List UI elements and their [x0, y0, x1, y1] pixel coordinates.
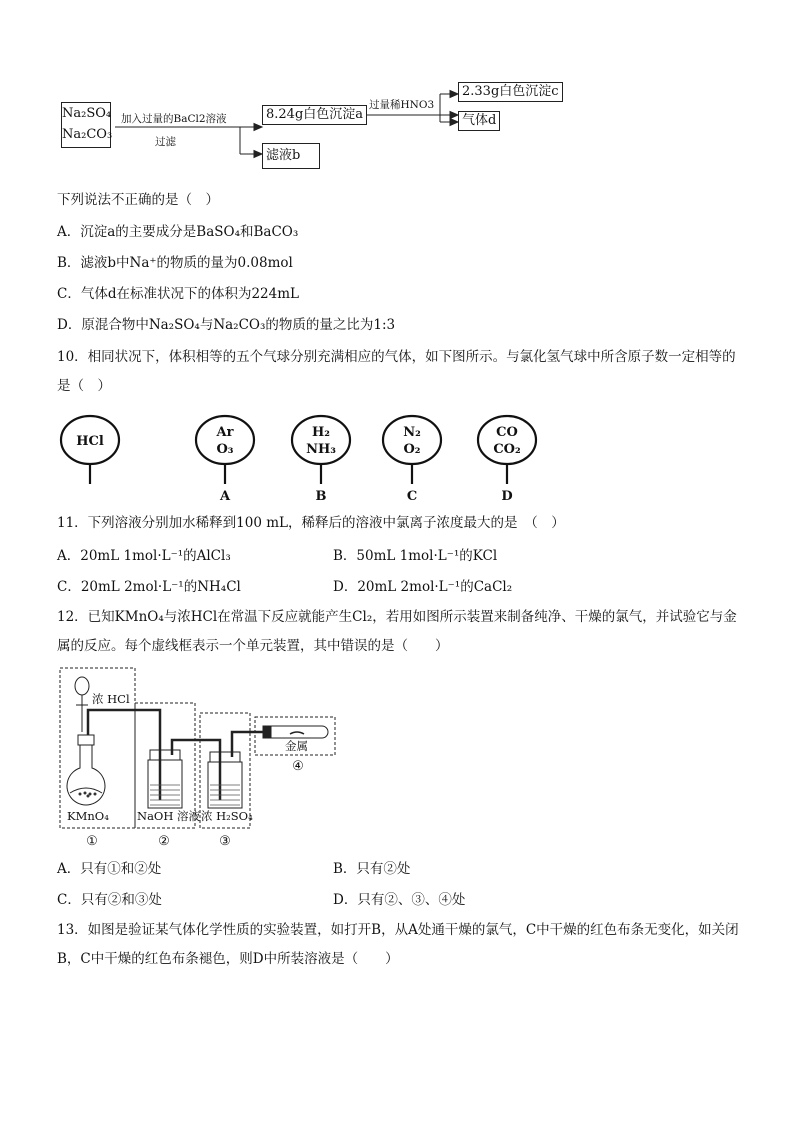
- unit-number-1: ①: [86, 834, 98, 849]
- unit-number-2: ②: [158, 834, 170, 849]
- balloon-c-line1: N₂: [403, 425, 421, 440]
- step2-label: 过量稀HNO3: [369, 99, 435, 111]
- balloon-d-line2: CO₂: [493, 442, 521, 457]
- q12-stem: 12．已知KMnO₄与浓HCl在常温下反应就能产生Cl₂，若用如图所示装置来制备纯净、干燥的氯气，并试验它与金属的反应。每个虚线框表示一个单元装置，其中错误的是（ ）: [57, 609, 737, 654]
- balloon-c-line2: O₂: [403, 442, 421, 457]
- balloon-d-letter: D: [501, 489, 513, 504]
- q9-option-d: D．原混合物中Na₂SO₄与Na₂CO₃的物质的量之比为1:3: [57, 317, 396, 333]
- q12-option-c: C．只有②和③处: [57, 892, 162, 908]
- label-naoh: NaOH 溶液: [137, 809, 201, 823]
- q9-stem: 下列说法不正确的是（ ）: [57, 192, 219, 208]
- q11-stem: 11．下列溶液分别加水稀释到100 mL，稀释后的溶液中氯离子浓度最大的是 （ ）: [57, 515, 565, 531]
- unit-number-4: ④: [292, 759, 304, 774]
- q9-option-a: A．沉淀a的主要成分是BaSO₄和BaCO₃: [57, 224, 299, 240]
- balloon-d-line1: CO: [496, 425, 518, 440]
- label-kmno4: KMnO₄: [67, 809, 109, 823]
- q12-option-a: A．只有①和②处: [57, 861, 162, 877]
- q9-option-c: C．气体d在标准状况下的体积为224mL: [57, 286, 300, 302]
- step1-label-top: 加入过量的BaCl2溶液: [121, 113, 227, 125]
- q11-option-d: D．20mL 2mol·L⁻¹的CaCl₂: [333, 579, 513, 595]
- balloon-b-letter: B: [315, 489, 327, 504]
- flowchart-arrows: [0, 0, 794, 180]
- balloon-b-line2: NH₃: [306, 442, 336, 457]
- q11-option-a: A．20mL 1mol·L⁻¹的AlCl₃: [57, 548, 231, 564]
- mixture-line2: Na₂CO₃: [62, 127, 113, 142]
- balloon-b-line1: H₂: [312, 425, 330, 440]
- q12-option-d: D．只有②、③、④处: [333, 892, 466, 908]
- precipitate-a-box: 8.24g白色沉淀a: [262, 105, 367, 125]
- q12-option-b: B．只有②处: [333, 861, 411, 877]
- balloon-a-line1: Ar: [216, 425, 234, 440]
- q11-option-c: C．20mL 2mol·L⁻¹的NH₄Cl: [57, 579, 241, 595]
- q11-option-b: B．50mL 1mol·L⁻¹的KCl: [333, 548, 498, 564]
- unit-number-3: ③: [219, 834, 231, 849]
- balloon-a-line2: O₃: [216, 442, 234, 457]
- gas-d-box: 气体d: [458, 111, 500, 131]
- label-metal: 金属: [285, 739, 308, 753]
- mixture-box: [61, 102, 111, 148]
- precipitate-c-box: 2.33g白色沉淀c: [458, 82, 563, 102]
- balloon-hcl-text: HCl: [76, 434, 104, 449]
- balloons-svg: [0, 410, 794, 505]
- apparatus-svg: [0, 660, 794, 855]
- step1-label-bottom: 过滤: [155, 136, 176, 148]
- filtrate-b-box: 滤液b: [262, 143, 320, 169]
- q13-stem: 13．如图是验证某气体化学性质的实验装置，如打开B，从A处通干燥的氯气，C中干燥的红色布条无变化，如关闭B，C中干燥的红色布条褪色，则D中所装溶液是（ ）: [57, 922, 739, 967]
- label-h2so4: 浓 H₂SO₄: [201, 809, 253, 823]
- label-conc-hcl: 浓 HCl: [92, 692, 130, 706]
- q10-stem: 10．相同状况下，体积相等的五个气球分别充满相应的气体，如下图所示。与氯化氢气球中所含原子数一定相等的是（ ）: [57, 349, 736, 394]
- balloon-c-letter: C: [406, 489, 418, 504]
- balloon-a-letter: A: [219, 489, 231, 504]
- mixture-line1: Na₂SO₄: [62, 106, 112, 121]
- q9-option-b: B．滤液b中Na⁺的物质的量为0.08mol: [57, 255, 293, 271]
